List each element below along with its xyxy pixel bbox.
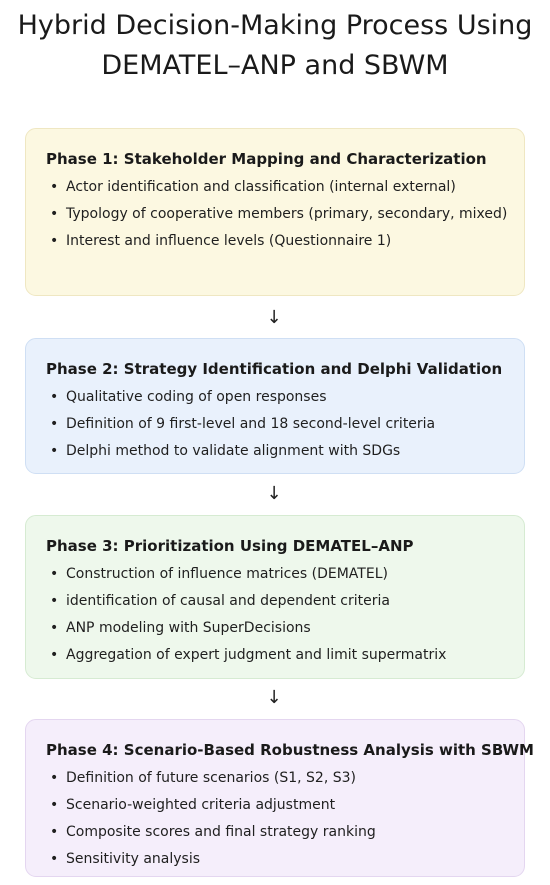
list-item-text: Sensitivity analysis xyxy=(66,851,201,867)
bullet-icon: • xyxy=(50,233,59,249)
diagram-title-line-1: Hybrid Decision-Making Process Using xyxy=(17,10,533,41)
list-item-text: Qualitative coding of open responses xyxy=(66,389,327,405)
list-item-text: Typology of cooperative members (primary, secondary, mixed) xyxy=(66,206,508,222)
list-item xyxy=(46,795,510,816)
list-item-text: Composite scores and final strategy ranking xyxy=(66,824,376,840)
list-item xyxy=(46,204,510,225)
list-item xyxy=(46,441,510,462)
bullet-icon: • xyxy=(50,179,59,195)
bullet-icon: • xyxy=(50,620,59,636)
phase-1-heading: Phase 1: Stakeholder Mapping and Characterization xyxy=(46,150,487,168)
list-item-text: Interest and influence levels (Questionnaire 1) xyxy=(66,233,392,249)
phase-4-list xyxy=(46,768,510,870)
diagram-title-line-2: DEMATEL–ANP and SBWM xyxy=(101,50,449,81)
down-arrow-icon: ↓ xyxy=(266,307,282,328)
list-item xyxy=(46,822,510,843)
list-item-text: Actor identification and classification (internal external) xyxy=(66,179,456,195)
bullet-icon: • xyxy=(50,389,59,405)
diagram-title xyxy=(0,6,550,86)
list-item xyxy=(46,414,510,435)
phase-1-list xyxy=(46,177,510,252)
phase-4-box xyxy=(25,719,534,877)
bullet-icon: • xyxy=(50,443,59,459)
list-item-text: Definition of 9 first-level and 18 second-level criteria xyxy=(66,416,436,432)
list-item xyxy=(46,768,510,789)
bullet-icon: • xyxy=(50,851,59,867)
list-item-text: Aggregation of expert judgment and limit supermatrix xyxy=(66,647,447,663)
list-item-text: Construction of influence matrices (DEMATEL) xyxy=(66,566,388,582)
phase-3-heading: Phase 3: Prioritization Using DEMATEL–ANP xyxy=(46,537,414,555)
bullet-icon: • xyxy=(50,647,59,663)
list-item-text: Definition of future scenarios (S1, S2, S3) xyxy=(66,770,356,786)
list-item xyxy=(46,177,510,198)
list-item xyxy=(46,231,510,252)
bullet-icon: • xyxy=(50,206,59,222)
list-item xyxy=(46,564,510,585)
list-item xyxy=(46,645,510,666)
phase-3-list xyxy=(46,564,510,666)
list-item-text: identification of causal and dependent criteria xyxy=(66,593,390,609)
phase-2-box xyxy=(25,338,525,474)
list-item-text: Scenario-weighted criteria adjustment xyxy=(66,797,336,813)
list-item xyxy=(46,849,510,870)
bullet-icon: • xyxy=(50,593,59,609)
bullet-icon: • xyxy=(50,797,59,813)
list-item-text: ANP modeling with SuperDecisions xyxy=(66,620,311,636)
bullet-icon: • xyxy=(50,770,59,786)
list-item xyxy=(46,591,510,612)
phase-2-heading: Phase 2: Strategy Identification and Delphi Validation xyxy=(46,360,503,378)
bullet-icon: • xyxy=(50,824,59,840)
list-item-text: Delphi method to validate alignment with SDGs xyxy=(66,443,401,459)
down-arrow-icon: ↓ xyxy=(266,687,282,708)
phase-4-heading: Phase 4: Scenario-Based Robustness Analysis with SBWM xyxy=(46,741,534,759)
list-item xyxy=(46,387,510,408)
phase-1-box xyxy=(25,128,525,296)
list-item xyxy=(46,618,510,639)
bullet-icon: • xyxy=(50,416,59,432)
down-arrow-icon: ↓ xyxy=(266,483,282,504)
bullet-icon: • xyxy=(50,566,59,582)
phase-3-box xyxy=(25,515,525,679)
phase-2-list xyxy=(46,387,510,462)
